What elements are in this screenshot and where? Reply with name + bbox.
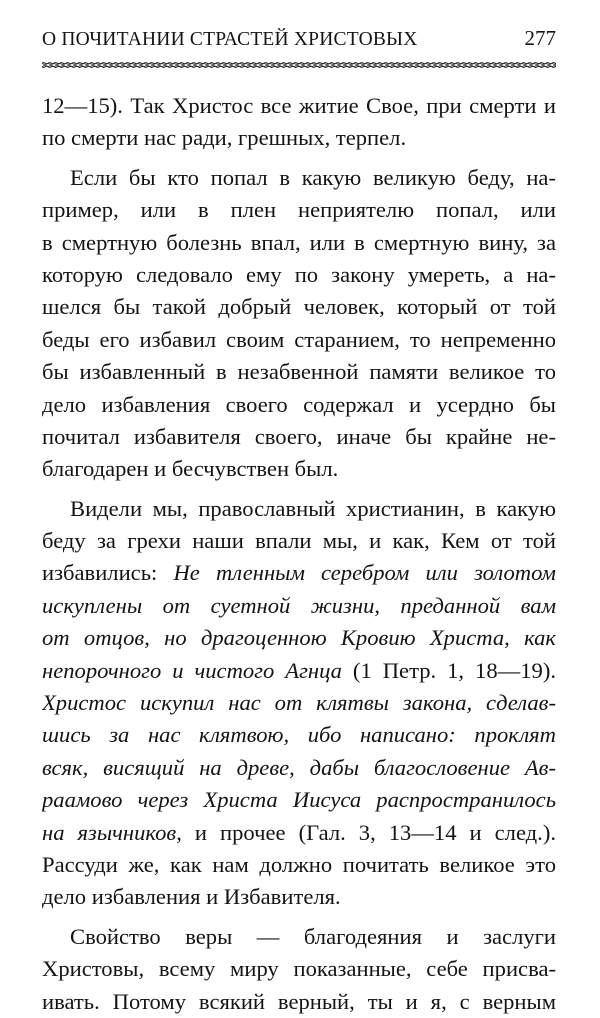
text-line (42, 784, 556, 816)
text-line (42, 356, 556, 388)
text-line (42, 162, 556, 194)
text-line (42, 90, 556, 122)
text-line (42, 752, 556, 784)
text-line (42, 122, 556, 154)
text-line (42, 655, 556, 687)
text-segment: Свойство веры — благодеяния и заслуги (70, 923, 556, 949)
text-line (42, 687, 556, 719)
scripture-quote-text: от отцов, но драгоценною Кровию Христа, как (42, 625, 556, 651)
scripture-quote-text: всяк, висящий на древе, дабы благословение Ав- (42, 754, 556, 780)
text-line (42, 227, 556, 259)
scripture-quote-text: непорочного и чистого Агнца (42, 657, 342, 683)
text-line (42, 525, 556, 557)
page-header (42, 26, 556, 56)
text-line (42, 493, 556, 525)
text-segment: избавились: (42, 560, 174, 586)
book-page (42, 0, 556, 1014)
text-segment: Если бы кто попал в какую великую беду, на- (70, 164, 556, 190)
scripture-quote-text: на язычников (42, 819, 177, 845)
text-segment: Видели мы, православный христианин, в какую (70, 495, 556, 521)
text-segment: которую следовало ему по закону умереть, а на- (42, 261, 556, 287)
header-ornamental-rule (42, 62, 556, 68)
text-segment: 12—15). Так Христос все житие Свое, при смерти и (42, 93, 556, 118)
text-segment: Рассуди же, как нам должно почитать великое это (42, 851, 556, 877)
text-line (42, 259, 556, 291)
text-segment: бы избавленный в незабвенной памяти великое то (42, 359, 556, 385)
text-segment: почитал избавителя своего, иначе бы крайне не- (42, 423, 556, 449)
page-number: 277 (524, 26, 556, 50)
scripture-quote-text: Не тленным серебром или золотом (173, 560, 556, 586)
text-segment: дело избавления и Избавителя. (42, 884, 341, 910)
text-line (42, 986, 556, 1018)
text-line (42, 194, 556, 226)
text-line (42, 421, 556, 453)
text-segment: дело избавления своего содержал и усердно бы (42, 391, 556, 417)
text-line (42, 622, 556, 654)
text-line (42, 849, 556, 881)
text-line (42, 389, 556, 421)
scripture-quote-text: раамово через Христа Иисуса распространилось (42, 787, 556, 813)
body-text (42, 90, 556, 1018)
text-segment: по смерти нас ради, грешных, терпел. (42, 125, 407, 151)
text-segment: пример, или в плен неприятелю попал, или (42, 197, 556, 223)
text-segment: (1 Петр. 1, 18—19). (341, 657, 556, 683)
text-segment: шелся бы такой добрый человек, который от той (42, 294, 556, 320)
scripture-quote-text: Христос искупил нас от клятвы закона, сделав- (42, 690, 556, 716)
text-line (42, 953, 556, 985)
text-line (42, 453, 556, 485)
text-line (42, 881, 556, 913)
text-segment: Христовы, всему миру показанные, себе присва- (42, 956, 556, 982)
text-line (42, 291, 556, 323)
scripture-quote-text: искуплены от суетной жизни, преданной вам (42, 592, 556, 618)
text-line (42, 557, 556, 589)
text-segment: , и прочее (Гал. 3, 13—14 и след.). (176, 819, 556, 845)
text-segment: беду за грехи наши впали мы, и как, Кем от той (42, 528, 556, 554)
scripture-quote-text: шись за нас клятвою, ибо написано: проклят (42, 722, 556, 748)
text-line (42, 719, 556, 751)
text-segment: беды его избавил своим старанием, то непременно (42, 326, 556, 352)
text-segment: благодарен и бесчувствен был. (42, 456, 339, 482)
running-head: О ПОЧИТАНИИ СТРАСТЕЙ ХРИСТОВЫХ (42, 29, 418, 50)
text-line (42, 590, 556, 622)
text-line (42, 324, 556, 356)
text-line (42, 921, 556, 953)
text-segment: в смертную болезнь впал, или в смертную вину, за (42, 229, 556, 255)
text-segment: ивать. Потому всякий верный, ты и я, с верным (42, 988, 556, 1014)
text-line (42, 817, 556, 849)
